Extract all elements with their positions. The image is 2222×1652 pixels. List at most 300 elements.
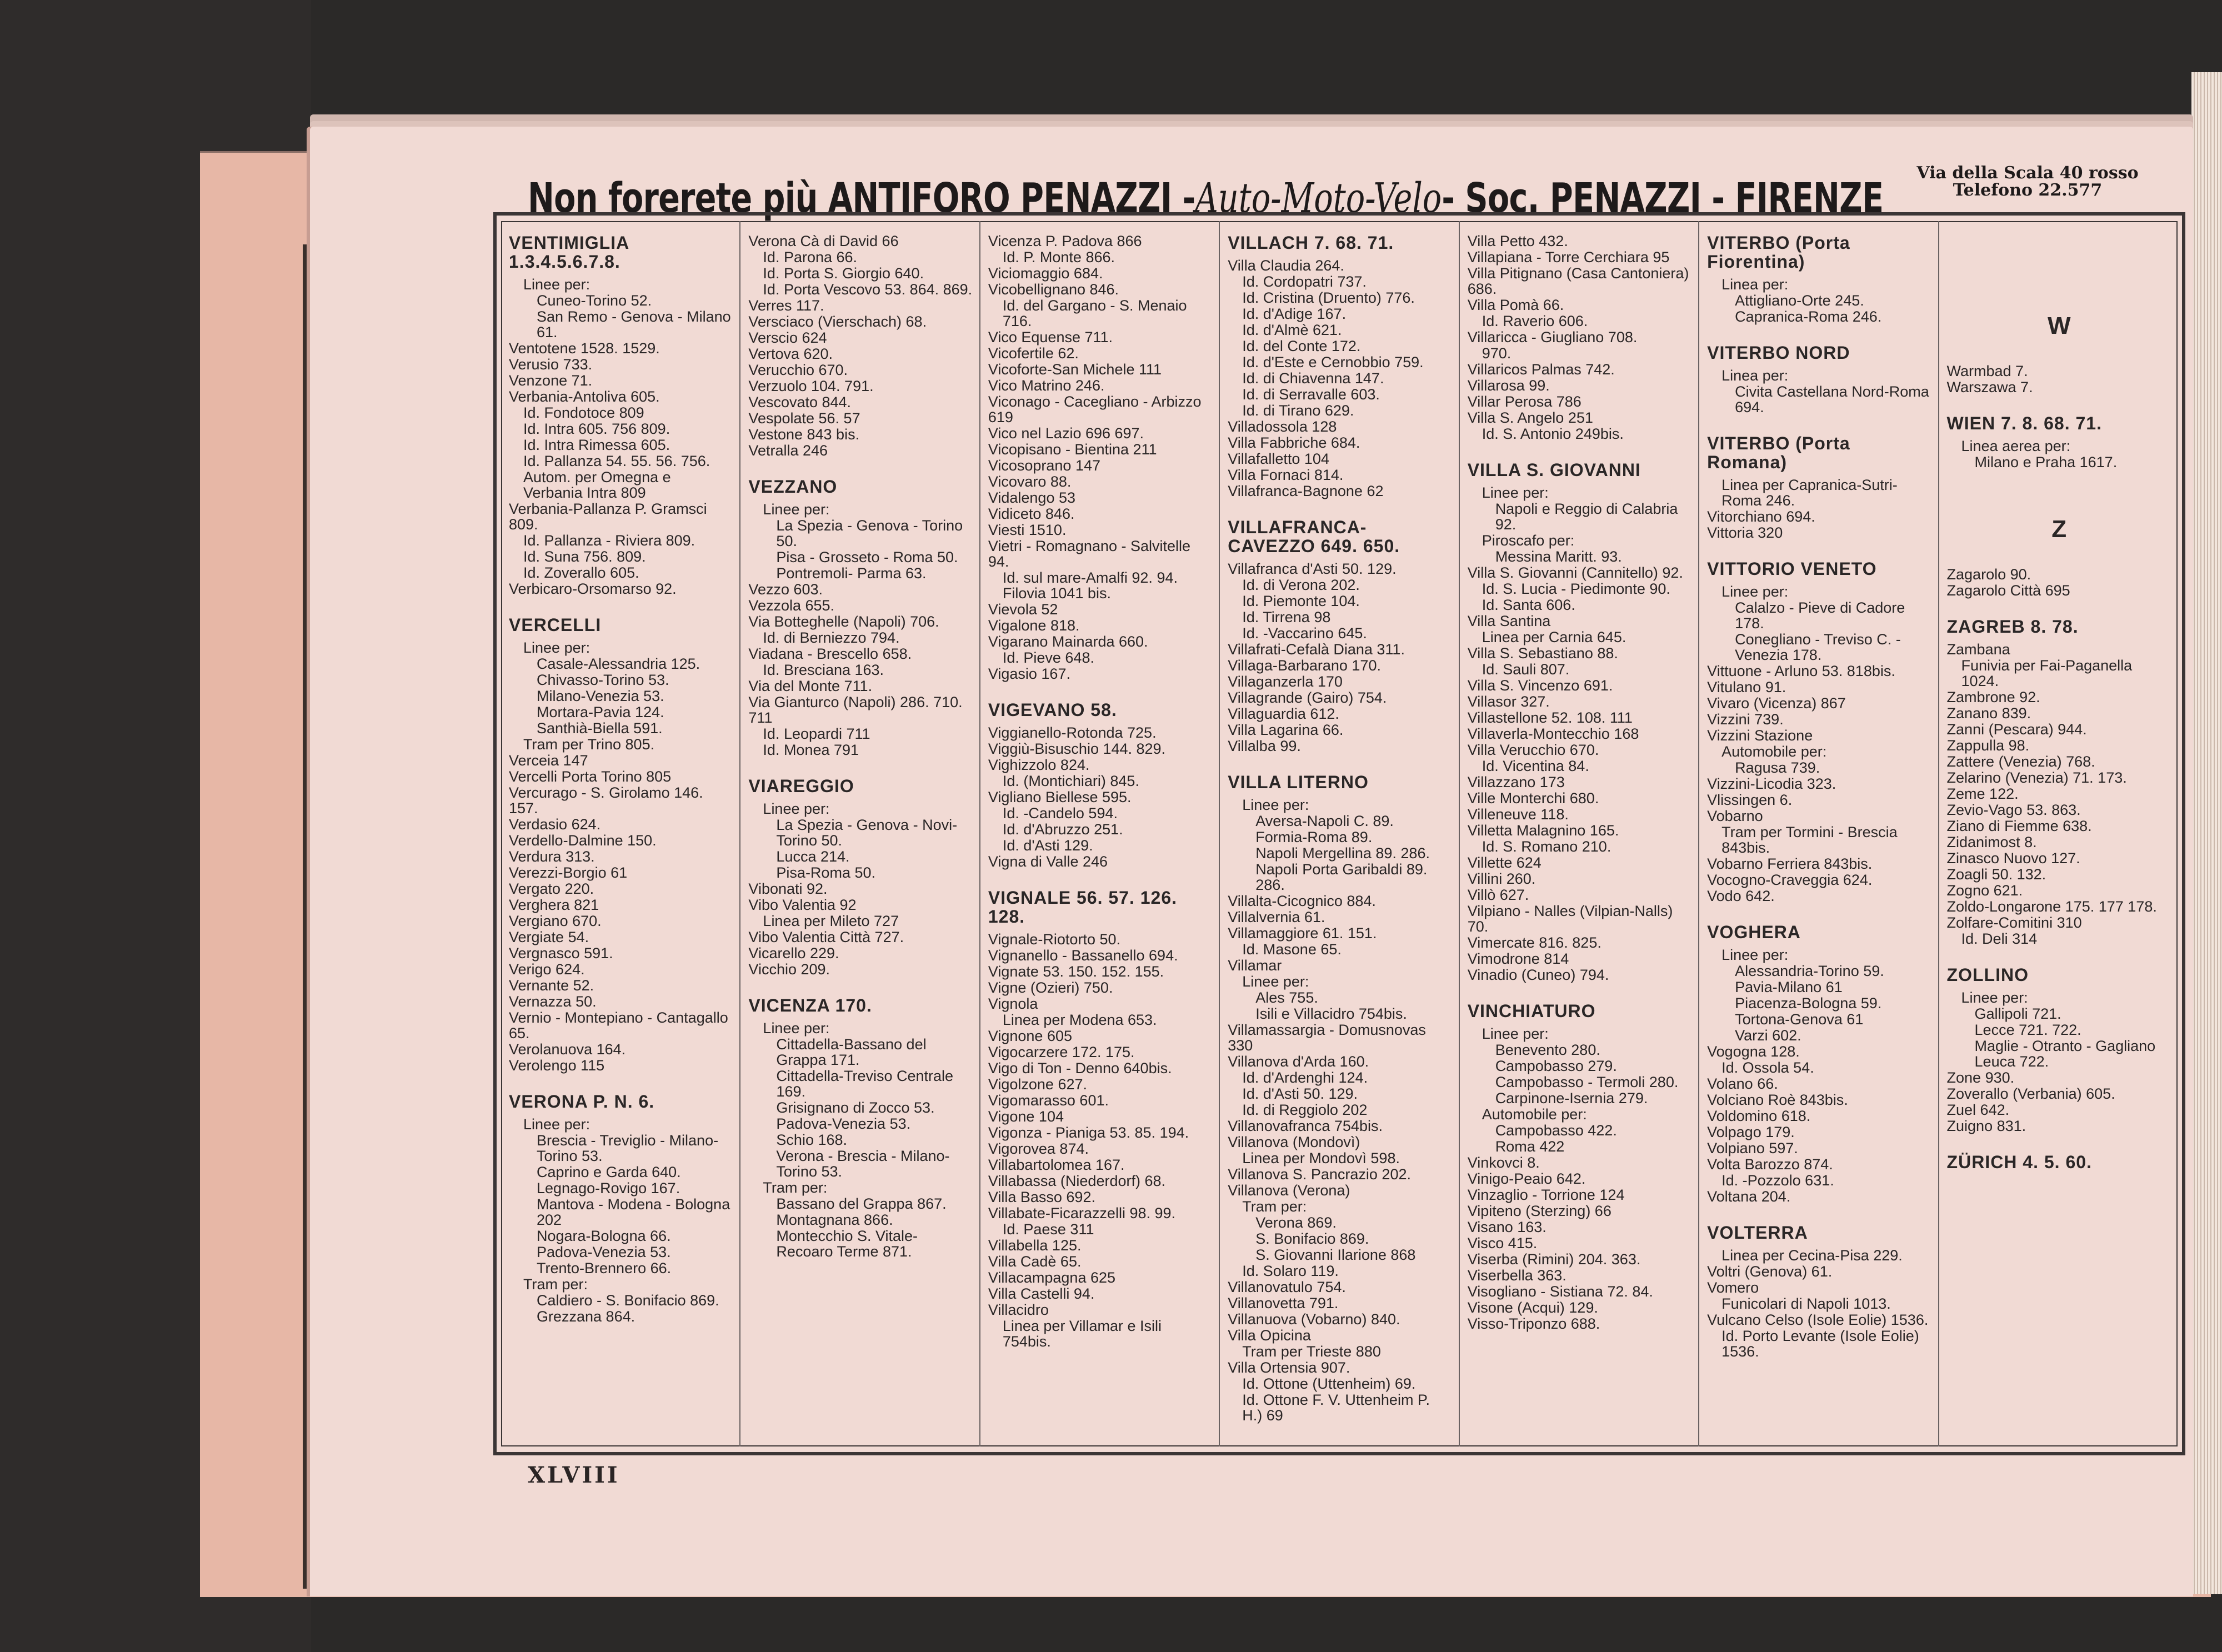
line-entry: Campobasso 279. — [1495, 1058, 1617, 1074]
sub-entry: Linee per: — [763, 501, 830, 518]
station-entry: Vocogno-Craveggia 624. — [1707, 872, 1873, 888]
line-entry: Tortona-Genova 61 — [1735, 1011, 1864, 1028]
sub-entry: Linee per: — [1721, 947, 1789, 963]
station-entry: Villazzano 173 — [1467, 774, 1565, 790]
section-heading: VERONA P. N. 6. — [509, 1092, 655, 1112]
station-entry: Villa Castelli 94. — [988, 1285, 1095, 1302]
section-heading: VERCELLI — [509, 615, 602, 635]
sub-entry: Tram per: — [523, 1276, 588, 1293]
sub-entry: Id. Pallanza 54. 55. 56. 756. — [523, 453, 710, 469]
sub-entry: Automobile per: — [1482, 1106, 1587, 1123]
line-entry: S. Bonifacio 869. — [1255, 1230, 1369, 1247]
station-entry: Villafalletto 104 — [1228, 450, 1329, 467]
station-entry: Villastellone 52. 108. 111 — [1467, 709, 1633, 726]
station-entry: Villa Cadè 65. — [988, 1253, 1082, 1270]
line-entry: Pisa-Roma 50. — [776, 864, 875, 881]
station-entry: Visogliano - Sistiana 72. 84. — [1467, 1283, 1653, 1300]
line-entry: Benevento 280. — [1495, 1042, 1600, 1058]
sub-entry: Linea per Cecina-Pisa 229. — [1721, 1247, 1903, 1264]
sub-entry: Funivia per Fai-Paganella 1024. — [1961, 657, 2133, 689]
line-entry: Trento-Brennero 66. — [537, 1260, 672, 1276]
sub-entry: Id. d'Almè 621. — [1242, 322, 1342, 338]
station-entry: Vitorchiano 694. — [1707, 508, 1815, 525]
sub-entry: Id. Raverio 606. — [1482, 313, 1588, 329]
sub-entry: Id. di Berniezzo 794. — [763, 629, 900, 646]
station-entry: Vomero — [1707, 1279, 1759, 1296]
line-entry: Nogara-Bologna 66. — [537, 1228, 671, 1244]
line-entry: Padova-Venezia 53. — [537, 1244, 671, 1260]
station-entry: Vigasio 167. — [988, 665, 1070, 682]
station-entry: Vogogna 128. — [1707, 1043, 1800, 1060]
station-entry: Zanni (Pescara) 944. — [1946, 721, 2087, 738]
sub-entry: Linea per: — [1721, 367, 1789, 384]
line-entry: Pavia-Milano 61 — [1735, 979, 1843, 995]
station-entry: Vezzola 655. — [748, 597, 835, 614]
station-entry: Zambrone 92. — [1946, 689, 2040, 705]
station-entry: Ventotene 1528. 1529. — [509, 340, 660, 357]
column-4 — [1219, 221, 1458, 1446]
station-entry: Villanovafranca 754bis. — [1228, 1118, 1383, 1134]
station-entry: Verres 117. — [748, 297, 824, 314]
station-entry: Zogno 621. — [1946, 882, 2023, 899]
station-entry: Villanovetta 791. — [1228, 1295, 1339, 1311]
line-entry: Montagnana 866. — [776, 1212, 893, 1228]
station-entry: Vidalengo 53 — [988, 489, 1075, 506]
station-entry: Verghera 821 — [509, 897, 599, 913]
station-entry: Verusio 733. — [509, 356, 593, 373]
station-entry: Vigone 104 — [988, 1108, 1064, 1125]
line-entry: Capranica-Roma 246. — [1735, 308, 1882, 325]
station-entry: Warmbad 7. — [1946, 363, 2028, 379]
sub-entry: Id. Cristina (Druento) 776. — [1242, 289, 1415, 306]
sub-entry: Id. S. Romano 210. — [1482, 838, 1612, 855]
station-entry: Zevio-Vago 53. 863. — [1946, 802, 2081, 818]
station-entry: Verbania-Antoliva 605. — [509, 388, 660, 405]
station-entry: Vico Matrino 246. — [988, 377, 1105, 394]
station-entry: Villette 624 — [1467, 854, 1542, 871]
sub-entry: Id. Deli 314 — [1961, 930, 2038, 947]
sub-entry: Linee per: — [1242, 797, 1309, 813]
station-entry: Vigo di Ton - Denno 640bis. — [988, 1060, 1172, 1077]
station-entry: Via del Monte 711. — [748, 678, 873, 694]
line-entry: Caprino e Garda 640. — [537, 1164, 681, 1180]
sub-entry: Linea per: — [1721, 276, 1789, 293]
station-entry: Villaguardia 612. — [1228, 705, 1339, 722]
station-entry: Via Botteghelle (Napoli) 706. — [748, 613, 939, 630]
station-entry: Vicchio 209. — [748, 961, 830, 978]
sub-entry: Linee per: — [763, 1020, 830, 1037]
section-heading: VICENZA 170. — [748, 995, 872, 1015]
station-entry: Viciomaggio 684. — [988, 265, 1103, 282]
station-entry: Zidanimost 8. — [1946, 834, 2037, 850]
column-5 — [1459, 221, 1698, 1446]
sub-entry: Id. Porta S. Giorgio 640. — [763, 265, 924, 282]
station-entry: Vivaro (Vicenza) 867 — [1707, 695, 1846, 712]
sub-entry: Id. d'Asti 129. — [1002, 837, 1093, 854]
station-entry: Vezzo 603. — [748, 581, 823, 598]
station-entry: Viadana - Brescello 658. — [748, 645, 912, 662]
station-entry: Vobarno Ferriera 843bis. — [1707, 855, 1873, 872]
line-entry: Milano-Venezia 53. — [537, 688, 664, 704]
station-entry: Ville Monterchi 680. — [1467, 790, 1599, 807]
section-heading: WIEN 7. 8. 68. 71. — [1946, 413, 2102, 433]
station-entry: Villa S. Sebastiano 88. — [1467, 645, 1618, 662]
line-entry: Cuneo-Torino 52. — [537, 292, 652, 309]
station-entry: Villanova (Mondovì) — [1228, 1134, 1360, 1150]
station-entry: Volpago 179. — [1707, 1124, 1795, 1140]
station-entry: Zelarino (Venezia) 71. 173. — [1946, 769, 2127, 786]
sub-entry: Id. Intra Rimessa 605. — [523, 437, 670, 453]
station-entry: Verucchio 670. — [748, 362, 848, 378]
line-entry: Cittadella-Treviso Centrale 169. — [776, 1068, 954, 1100]
station-entry: Villaga-Barbarano 170. — [1228, 657, 1381, 674]
station-entry: Villar Perosa 786 — [1467, 393, 1582, 410]
station-entry: Zone 930. — [1946, 1069, 2015, 1086]
station-entry: Villaganzerla 170 — [1228, 673, 1343, 690]
station-entry: Vitulano 91. — [1707, 679, 1786, 695]
station-entry: Villamassargia - Domusnovas 330 — [1228, 1022, 1426, 1054]
station-entry: Villanovatulo 754. — [1228, 1279, 1346, 1295]
station-entry: Vercelli Porta Torino 805 — [509, 768, 672, 785]
station-entry: Vighizzolo 824. — [988, 757, 1090, 773]
station-entry: Villini 260. — [1467, 870, 1536, 887]
sub-entry: Id. -Vaccarino 645. — [1242, 625, 1367, 642]
station-entry: Villa Lagarina 66. — [1228, 722, 1344, 738]
section-heading: VITERBO (Porta Fiorentina) — [1707, 233, 1850, 272]
sub-entry: Id. Vicentina 84. — [1482, 758, 1589, 774]
station-entry: Viesti 1510. — [988, 522, 1067, 538]
line-entry: Mortara-Pavia 124. — [537, 704, 664, 720]
station-entry: Vlissingen 6. — [1707, 792, 1793, 808]
station-entry: Vievola 52 — [988, 601, 1058, 618]
line-entry: Maglie - Otranto - Gagliano Leuca 722. — [1974, 1038, 2156, 1070]
sub-entry: Id. -Pozzolo 631. — [1721, 1172, 1834, 1189]
line-entry: Santhià-Biella 591. — [537, 720, 663, 737]
sub-entry: Id. d'Asti 50. 129. — [1242, 1085, 1358, 1102]
line-entry: Ales 755. — [1255, 989, 1318, 1006]
station-entry: Vignone 605 — [988, 1028, 1072, 1044]
station-entry: Zanano 839. — [1946, 705, 2031, 722]
line-entry: Napoli Mergellina 89. 286. — [1255, 845, 1430, 862]
sub-entry: Id. Cordopatri 737. — [1242, 273, 1367, 290]
section-heading: VIGNALE 56. 57. 126. 128. — [988, 888, 1177, 927]
station-entry: Zuel 642. — [1946, 1102, 2010, 1118]
page-number: XLVIII — [528, 1462, 620, 1488]
station-entry: Villa Ortensia 907. — [1228, 1359, 1350, 1376]
sub-entry: Id. di Verona 202. — [1242, 577, 1360, 593]
sub-entry: Linea per Mileto 727 — [763, 913, 899, 929]
station-entry: Vobarno — [1707, 808, 1763, 824]
station-entry: Villabella 125. — [988, 1237, 1082, 1254]
sub-entry: Id. d'Abruzzo 251. — [1002, 821, 1123, 838]
station-entry: Vignanello - Bassanello 694. — [988, 947, 1178, 964]
station-entry: Vittuone - Arluno 53. 818bis. — [1707, 663, 1895, 679]
station-entry: Villagrande (Gairo) 754. — [1228, 689, 1387, 706]
station-entry: Zinasco Nuovo 127. — [1946, 850, 2080, 867]
station-entry: Vico nel Lazio 696 697. — [988, 425, 1144, 442]
station-entry: Villalvernia 61. — [1228, 909, 1325, 925]
line-entry: Campobasso 422. — [1495, 1122, 1617, 1139]
station-entry: Visso-Triponzo 688. — [1467, 1315, 1600, 1332]
station-entry: Vernio - Montepiano - Cantagallo 65. — [509, 1009, 728, 1042]
station-entry: Villafrati-Cefalà Diana 311. — [1228, 641, 1405, 658]
station-entry: Verezzi-Borgio 61 — [509, 864, 628, 881]
station-entry: Visco 415. — [1467, 1235, 1538, 1251]
sub-entry: Linee per: — [1482, 484, 1549, 501]
section-heading: VILLA LITERNO — [1228, 772, 1369, 792]
station-entry: Visone (Acqui) 129. — [1467, 1299, 1598, 1316]
sub-entry: Id. Masone 65. — [1242, 941, 1342, 958]
sub-entry: Id. di Tirano 629. — [1242, 402, 1354, 419]
sub-entry: Id. Parona 66. — [763, 249, 858, 266]
sub-entry: Id. Ossola 54. — [1721, 1059, 1814, 1076]
station-entry: Villa Opicina — [1228, 1327, 1311, 1344]
section-heading: VITERBO (Porta Romana) — [1707, 433, 1850, 472]
station-entry: Vizzini Stazione — [1707, 727, 1813, 744]
line-entry: Formia-Roma 89. — [1255, 829, 1373, 845]
station-entry: Vigocarzere 172. 175. — [988, 1044, 1135, 1060]
station-entry: Vodo 642. — [1707, 888, 1775, 904]
line-entry: Padova-Venezia 53. — [776, 1115, 911, 1132]
station-entry: Zolfare-Comitini 310 — [1946, 914, 2082, 931]
header-address-street: Via della Scala 40 rosso — [1916, 163, 2139, 183]
sub-entry: Id. Piemonte 104. — [1242, 593, 1360, 609]
station-entry: Vercurago - S. Girolamo 146. 157. — [509, 784, 703, 817]
station-entry: Villa Fabbriche 684. — [1228, 434, 1360, 451]
station-entry: Vimercate 816. 825. — [1467, 934, 1602, 951]
line-entry: Verona - Brescia - Milano-Torino 53. — [776, 1148, 950, 1180]
sub-entry: Id. d'Adige 167. — [1242, 306, 1347, 322]
station-entry: Verigo 624. — [509, 961, 585, 978]
station-entry: Vergiano 670. — [509, 913, 602, 929]
station-entry: Villabartolomea 167. — [988, 1157, 1125, 1173]
sub-entry: Id. Pieve 648. — [1002, 649, 1094, 666]
station-entry: Verolanuova 164. — [509, 1041, 626, 1058]
station-entry: Vigliano Biellese 595. — [988, 789, 1132, 805]
header-slogan-italic: Auto-Moto-Velo — [1195, 174, 1442, 222]
station-entry: Vigne (Ozieri) 750. — [988, 979, 1113, 996]
station-entry: Vestone 843 bis. — [748, 426, 860, 443]
sub-entry: Id. Solaro 119. — [1242, 1263, 1339, 1279]
station-entry: Vescovato 844. — [748, 394, 852, 411]
station-entry: Villa Fornaci 814. — [1228, 467, 1344, 483]
station-entry: Villalta-Cicognico 884. — [1228, 893, 1376, 909]
line-entry: Napoli e Reggio di Calabria 92. — [1495, 500, 1678, 533]
station-entry: Volpiano 597. — [1707, 1140, 1798, 1157]
station-entry: Verceia 147 — [509, 752, 588, 769]
sub-entry: Id. di Serravalle 603. — [1242, 386, 1380, 403]
station-entry: Verdasio 624. — [509, 816, 601, 833]
station-entry: Zappulla 98. — [1946, 737, 2030, 754]
sub-entry: Id. S. Antonio 249bis. — [1482, 425, 1624, 442]
station-entry: Villanova S. Pancrazio 202. — [1228, 1166, 1411, 1183]
line-entry: Ragusa 739. — [1735, 759, 1820, 776]
section-heading: VEZZANO — [748, 477, 838, 497]
station-entry: Villa S. Angelo 251 — [1467, 409, 1593, 426]
station-entry: Zoldo-Longarone 175. 177 178. — [1946, 898, 2157, 915]
section-heading: ZÜRICH 4. 5. 60. — [1946, 1152, 2092, 1172]
station-entry: Villanova d'Arda 160. — [1228, 1053, 1369, 1070]
station-entry: Vizzini 739. — [1707, 711, 1784, 728]
sub-entry: Id. di Reggiolo 202 — [1242, 1102, 1368, 1118]
station-entry: Vignola — [988, 995, 1038, 1012]
station-entry: Villa S. Giovanni (Cannitello) 92. — [1467, 564, 1683, 581]
station-entry: Villa Petto 432. — [1467, 233, 1568, 249]
line-entry: La Spezia - Genova - Novi-Torino 50. — [776, 817, 958, 849]
station-entry: Vetralla 246 — [748, 442, 828, 459]
sub-entry: Tram per: — [1242, 1198, 1307, 1215]
sub-entry: Id. d'Este e Cernobbio 759. — [1242, 354, 1424, 371]
sub-entry: Linea per Carnia 645. — [1482, 629, 1627, 645]
line-entry: Conegliano - Treviso C. - Venezia 178. — [1735, 631, 1901, 663]
line-entry: Caldiero - S. Bonifacio 869. — [537, 1292, 719, 1309]
line-entry: Calalzo - Pieve di Cadore 178. — [1735, 599, 1905, 632]
sub-entry: Linee per: — [1961, 989, 2028, 1006]
sub-entry: Id. Porto Levante (Isole Eolie) 1536. — [1721, 1328, 1919, 1360]
station-entry: Viserba (Rimini) 204. 363. — [1467, 1251, 1641, 1268]
station-entry: Vigonza - Pianiga 53. 85. 194. — [988, 1124, 1189, 1141]
station-entry: Vinigo-Peaio 642. — [1467, 1170, 1586, 1187]
station-entry: Verona Cà di David 66 — [748, 233, 899, 249]
station-entry: Villetta Malagnino 165. — [1467, 822, 1619, 839]
sub-entry: Linea per Mondovì 598. — [1242, 1150, 1400, 1167]
station-entry: Vignate 53. 150. 152. 155. — [988, 963, 1164, 980]
station-entry: Verdello-Dalmine 150. — [509, 832, 657, 849]
sub-entry: Id. Sauli 807. — [1482, 661, 1570, 678]
sub-entry: Id. Pallanza - Riviera 809. — [523, 532, 695, 549]
station-entry: Villalba 99. — [1228, 738, 1301, 754]
station-entry: Vigalone 818. — [988, 617, 1080, 634]
line-entry: Lecce 721. 722. — [1974, 1022, 2081, 1038]
station-entry: Vigorovea 874. — [988, 1140, 1089, 1157]
sub-entry: Linea per Villamar e Isili 754bis. — [1002, 1318, 1162, 1350]
line-entry: Milano e Praha 1617. — [1974, 454, 2118, 470]
section-heading: ZAGREB 8. 78. — [1946, 617, 2079, 637]
sub-entry: Tram per: — [763, 1179, 828, 1196]
station-entry: Viserbella 363. — [1467, 1267, 1567, 1284]
station-entry: Villabate-Ficarazzelli 98. 99. — [988, 1205, 1176, 1222]
station-entry: Vergnasco 591. — [509, 945, 613, 962]
station-entry: Vilpiano - Nalles (Vilpian-Nalls) 70. — [1467, 903, 1673, 935]
station-entry: Villamar — [1228, 957, 1282, 974]
station-entry: Vimodrone 814 — [1467, 950, 1569, 967]
station-entry: Vico Equense 711. — [988, 329, 1113, 346]
station-entry: Villa Santina — [1467, 613, 1551, 629]
sub-entry: Linea per Modena 653. — [1002, 1012, 1157, 1028]
sub-entry: Id. Monea 791 — [763, 742, 859, 758]
line-entry: San Remo - Genova - Milano 61. — [537, 308, 731, 341]
column-7 — [1938, 221, 2178, 1446]
station-entry: Zagarolo 90. — [1946, 566, 2031, 583]
line-entry: Legnago-Rovigo 167. — [537, 1180, 680, 1197]
station-entry: Vicenza P. Padova 866 — [988, 233, 1142, 249]
column-2 — [739, 221, 979, 1446]
line-entry: Isili e Villacidro 754bis. — [1255, 1005, 1407, 1022]
sub-entry: Id. Ottone F. V. Uttenheim P. H.) 69 — [1242, 1391, 1430, 1424]
sub-entry: Linee per: — [763, 800, 830, 817]
station-entry: Villarosa 99. — [1467, 377, 1550, 394]
station-entry: Ziano di Fiemme 638. — [1946, 818, 2092, 834]
station-entry: Verbania-Pallanza P. Gramsci 809. — [509, 500, 707, 533]
station-entry: Villa S. Vincenzo 691. — [1467, 677, 1613, 694]
station-entry: Vicoforte-San Michele 111 — [988, 361, 1162, 378]
station-entry: Villacidro — [988, 1301, 1049, 1318]
line-entry: Lucca 214. — [776, 848, 850, 865]
sub-entry: Linee per: — [1242, 973, 1309, 990]
section-heading: VITERBO NORD — [1707, 343, 1850, 363]
sub-entry: Id. d'Ardenghi 124. — [1242, 1069, 1368, 1086]
station-entry: Vernazza 50. — [509, 993, 597, 1010]
station-entry: Vinadio (Cuneo) 794. — [1467, 967, 1609, 983]
section-heading: VENTIMIGLIA 1.3.4.5.6.7.8. — [509, 233, 629, 272]
station-entry: Voltri (Genova) 61. — [1707, 1263, 1833, 1280]
station-entry: Villa Claudia 264. — [1228, 257, 1344, 274]
sub-entry: Id. di Chiavenna 147. — [1242, 370, 1384, 387]
sub-entry: Id. Suna 756. 809. — [523, 548, 646, 565]
station-entry: Vicofertile 62. — [988, 345, 1079, 362]
station-entry: Vibo Valentia Città 727. — [748, 929, 904, 945]
station-entry: Vernante 52. — [509, 977, 594, 994]
station-entry: Vicosoprano 147 — [988, 457, 1101, 474]
station-entry: Zattere (Venezia) 768. — [1946, 753, 2095, 770]
station-entry: Vulcano Celso (Isole Eolie) 1536. — [1707, 1311, 1929, 1328]
section-heading: VOGHERA — [1707, 922, 1801, 942]
line-entry: Bassano del Grappa 867. — [776, 1195, 947, 1212]
station-entry: Vinzaglio - Torrione 124 — [1467, 1187, 1625, 1203]
station-entry: Villaricca - Giugliano 708. — [1467, 329, 1638, 346]
header-address — [1894, 164, 2161, 199]
station-entry: Vigomarasso 601. — [988, 1092, 1109, 1109]
station-entry: Vietri - Romagnano - Salvitelle 94. — [988, 538, 1191, 570]
sub-entry: Linea aerea per: — [1961, 438, 2071, 454]
sub-entry: Id. Zoverallo 605. — [523, 564, 639, 581]
header-address-phone: Telefono 22.577 — [1953, 181, 2103, 200]
line-entry: Grezzana 864. — [537, 1308, 635, 1325]
station-entry: Vipiteno (Sterzing) 66 — [1467, 1203, 1612, 1219]
station-entry: Verdura 313. — [509, 848, 595, 865]
line-entry: S. Giovanni Ilarione 868 — [1255, 1246, 1416, 1263]
station-entry: Vinkovci 8. — [1467, 1154, 1540, 1171]
line-entry: Chivasso-Torino 53. — [537, 672, 669, 688]
sub-entry: Id. Bresciana 163. — [763, 662, 884, 678]
binding-edge — [303, 244, 308, 1589]
line-entry: Campobasso - Termoli 280. — [1495, 1074, 1679, 1090]
station-entry: Vittoria 320 — [1707, 524, 1783, 541]
station-entry: Vicovaro 88. — [988, 473, 1072, 490]
station-entry: Verscio 624 — [748, 329, 827, 346]
header-slogan-left: Non forerete più ANTIFORO PENAZZI - — [528, 174, 1195, 222]
station-entry: Verbicaro-Orsomarso 92. — [509, 580, 677, 597]
sub-entry: Automobile per: — [1721, 743, 1827, 760]
page-edges — [2191, 72, 2222, 1594]
station-entry: Villacampagna 625 — [988, 1269, 1116, 1286]
sub-entry: Id. sul mare-Amalfi 92. 94. Filovia 1041 bis. — [1002, 569, 1178, 602]
station-entry: Vergato 220. — [509, 880, 594, 897]
station-entry: Via Gianturco (Napoli) 286. 710. 711 — [748, 694, 963, 726]
sub-entry: Id. Leopardi 711 — [763, 725, 870, 742]
station-entry: Vicobellignano 846. — [988, 281, 1119, 298]
line-entry: Montecchio S. Vitale-Recoaro Terme 871. — [776, 1228, 918, 1260]
section-heading: VIAREGGIO — [748, 776, 854, 796]
station-entry: Voltana 204. — [1707, 1188, 1791, 1205]
station-entry: Vertova 620. — [748, 346, 833, 362]
line-entry: Piacenza-Bologna 59. — [1735, 995, 1882, 1012]
sub-entry: Id. Ottone (Uttenheim) 69. — [1242, 1375, 1416, 1392]
column-6 — [1698, 221, 1938, 1446]
sub-entry: Id. del Gargano - S. Menaio 716. — [1002, 297, 1187, 329]
line-entry: Carpinone-Isernia 279. — [1495, 1090, 1648, 1107]
sub-entry: Linee per: — [1482, 1025, 1549, 1042]
